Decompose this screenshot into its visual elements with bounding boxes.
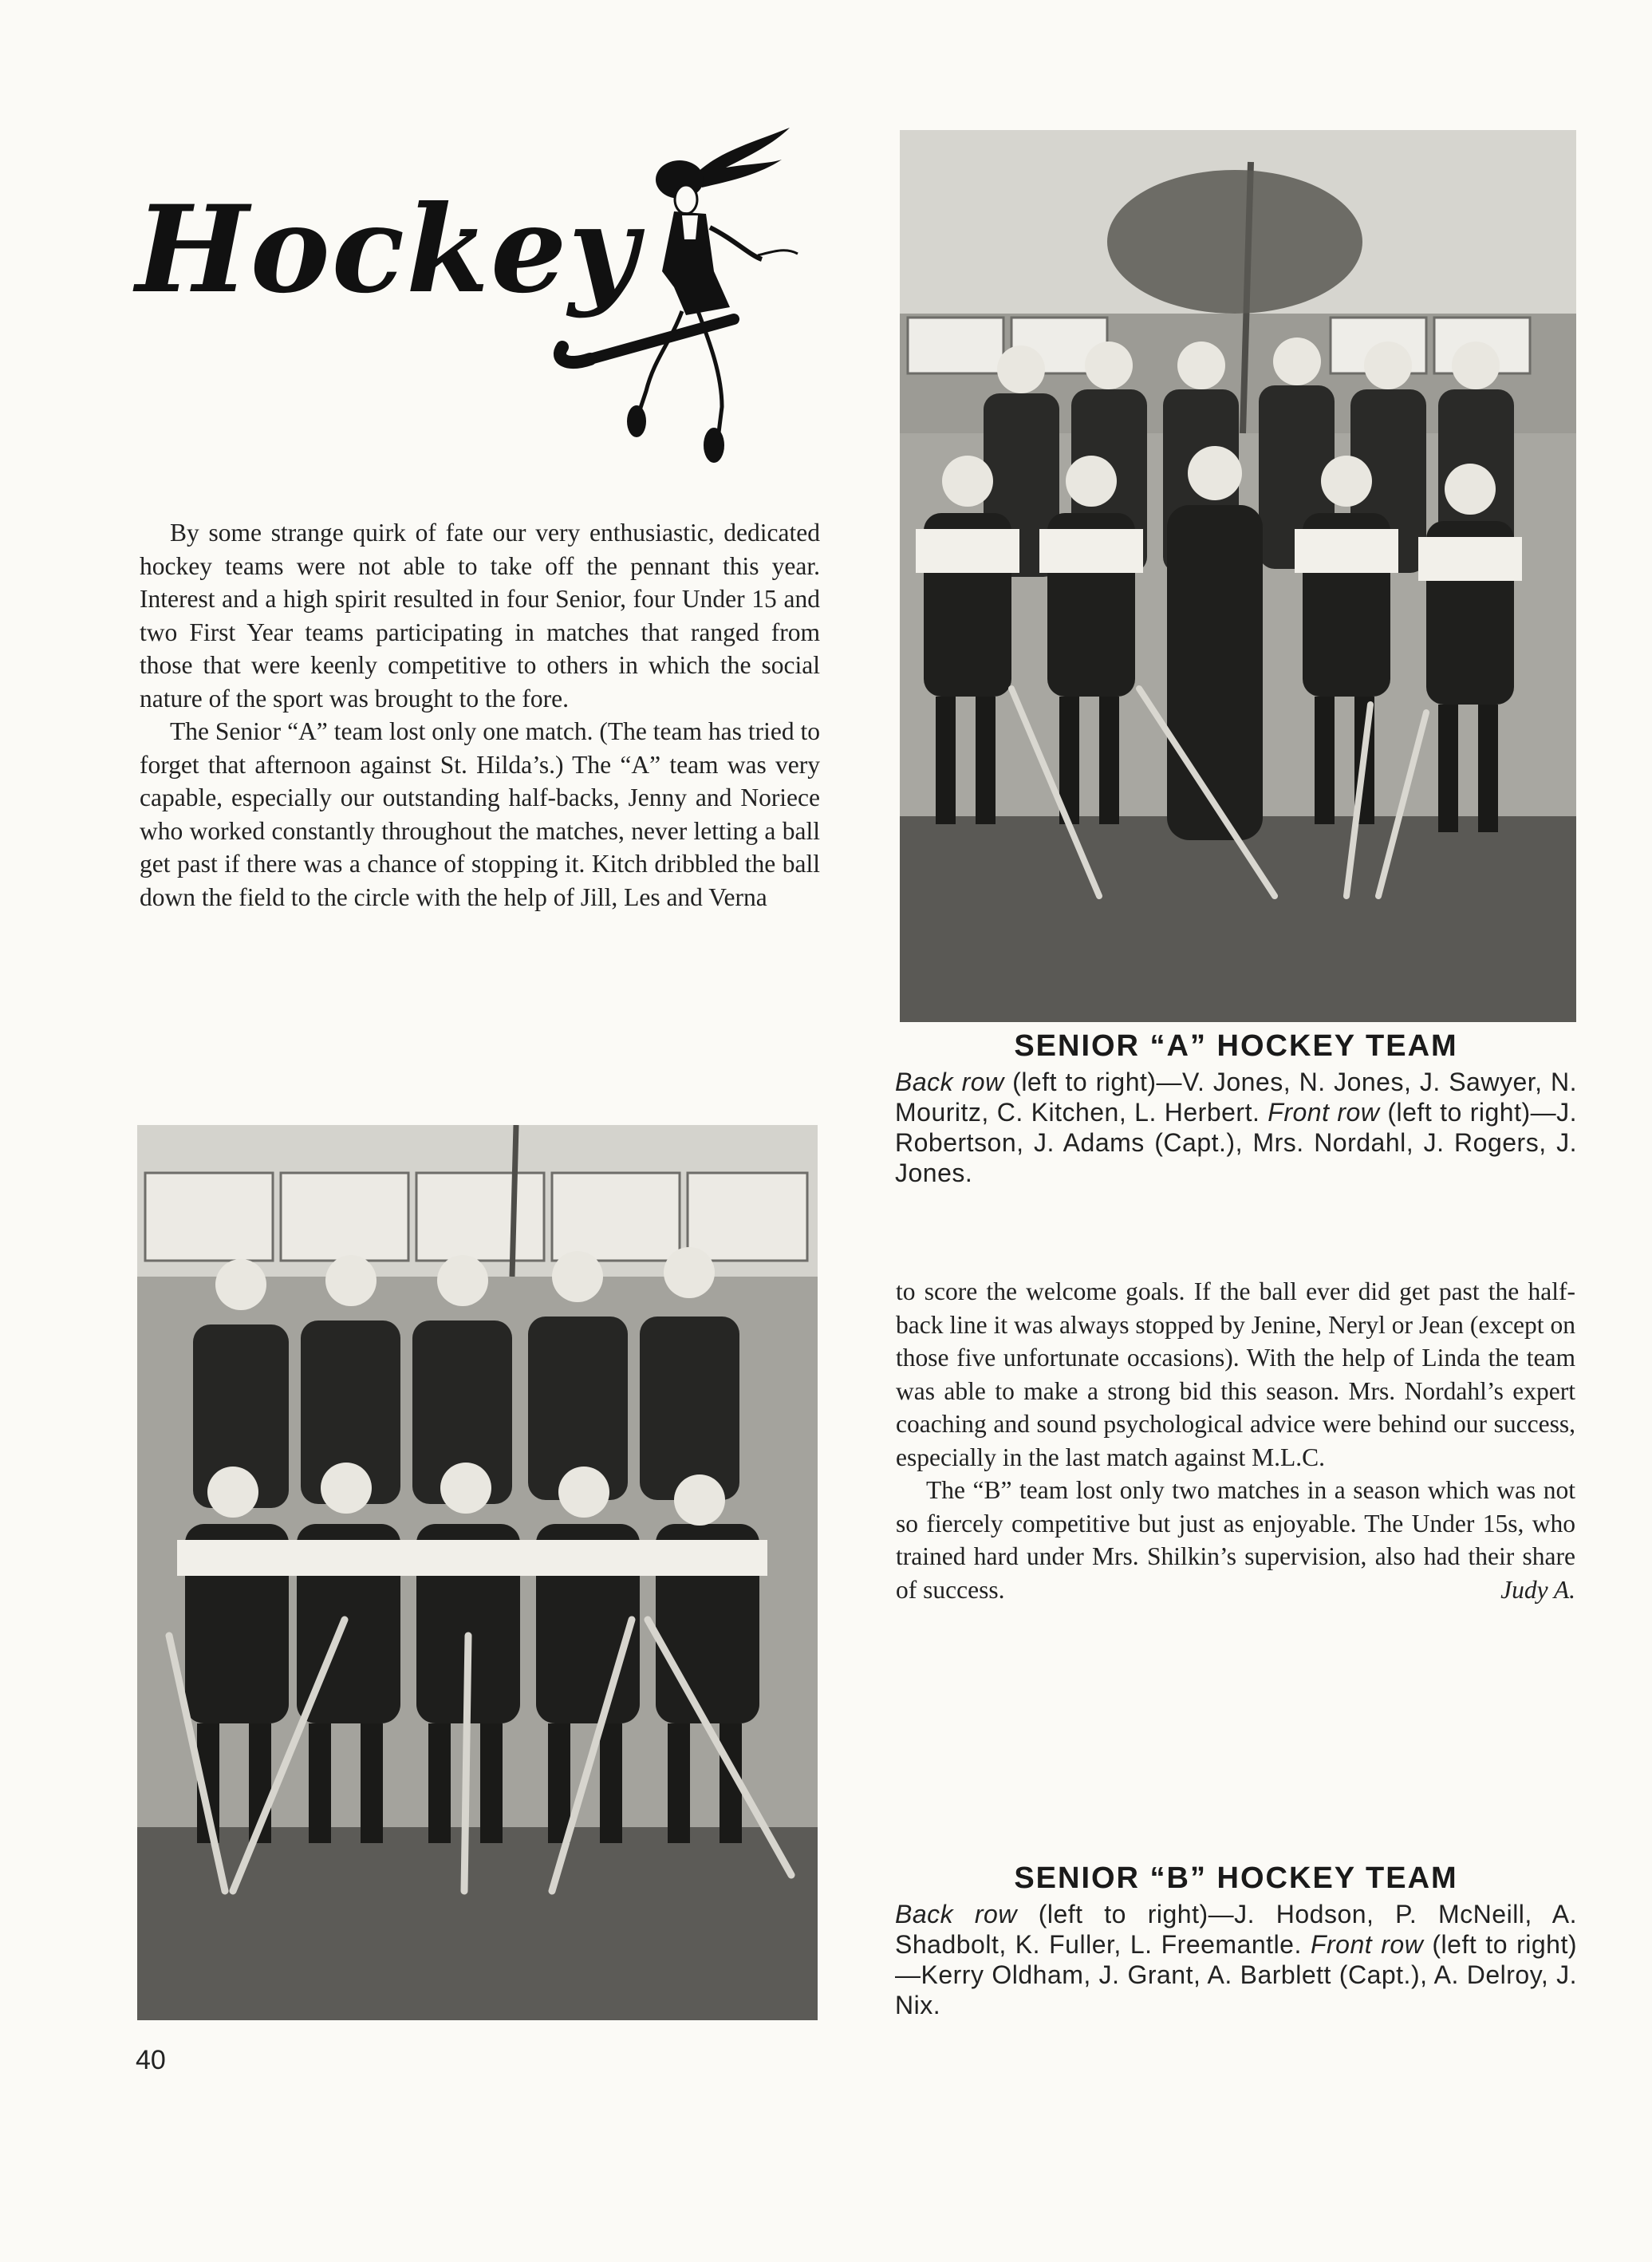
- page-title: Hockey: [136, 180, 640, 320]
- front-row-label: Front row: [1268, 1098, 1380, 1127]
- back-row-label: Back row: [895, 1900, 1017, 1928]
- senior-b-team-photo: [137, 1125, 818, 2020]
- article-paragraph: to score the welcome goals. If the ball ever did get past the half-back line it was always stopped by Jenine, Neryl or Jean (except on those five unfortunate occasions). With the help of Linda the team was able to make a strong bid this season. Mrs. Nordahl’s expert coaching and sound psychological advice were behind our success, especially in the last match against M.L.C.: [896, 1277, 1575, 1471]
- senior-b-caption: [895, 1861, 1577, 2020]
- page-number: 40: [136, 2045, 166, 2075]
- front-row-names: (left to right)—J. Robertson, J. Adams (Capt.), Mrs. Nordahl, J. Rogers, J. Jones.: [895, 1098, 1578, 1187]
- back-row-label: Back row: [895, 1068, 1004, 1096]
- front-row-names: (left to right)—Kerry Oldham, J. Grant, A. Barblett (Capt.), A. Delroy, J. Nix.: [895, 1930, 1578, 2019]
- front-row-label: Front row: [1310, 1930, 1424, 1959]
- article-column-left: [140, 516, 820, 914]
- author-signature: Judy A.: [1500, 1575, 1575, 1604]
- article-paragraph: By some strange quirk of fate our very enthusiastic, dedicated hockey teams were not able to take off the pennant this year. Interest and a high spirit resulted in four Senior, four Under 15 and two First Year teams participating in matches that ranged from those that were keenly competitive to others in which the social nature of the sport was brought to the fore.: [140, 519, 820, 713]
- hockey-player-illustration: [542, 120, 830, 471]
- caption-heading: SENIOR “A” HOCKEY TEAM: [1014, 1029, 1458, 1063]
- article-paragraph: The “B” team lost only two matches in a season which was not so fiercely competitive but just as enjoyable. The Under 15s, who trained hard under Mrs. Shilkin’s supervision, also had their share of success.: [896, 1476, 1575, 1604]
- article-column-right: [896, 1275, 1575, 1606]
- caption-names: [895, 1899, 1577, 2020]
- article-paragraph: The Senior “A” team lost only one match. (The team has tried to forget that afternoon against St. Hilda’s.) The “A” team was very capable, especially our outstanding half-backs, Jenny and Noriece who worked constantly throughout the matches, never letting a ball get past if there was a chance of stopping it. Kitch dribbled the ball down the field to the circle with the help of Jill, Les and Verna: [140, 717, 820, 911]
- back-row-names: (left to right)—V. Jones, N. Jones, J. Sawyer, N. Mouritz, C. Kitchen, L. Herbert.: [895, 1068, 1578, 1127]
- back-row-names: (left to right)—J. Hodson, P. McNeill, A. Shadbolt, K. Fuller, L. Freemantle.: [895, 1900, 1578, 1959]
- caption-names: [895, 1067, 1577, 1188]
- caption-heading: SENIOR “B” HOCKEY TEAM: [1014, 1861, 1458, 1895]
- senior-a-team-photo: [900, 130, 1576, 1022]
- senior-a-caption: [895, 1029, 1577, 1188]
